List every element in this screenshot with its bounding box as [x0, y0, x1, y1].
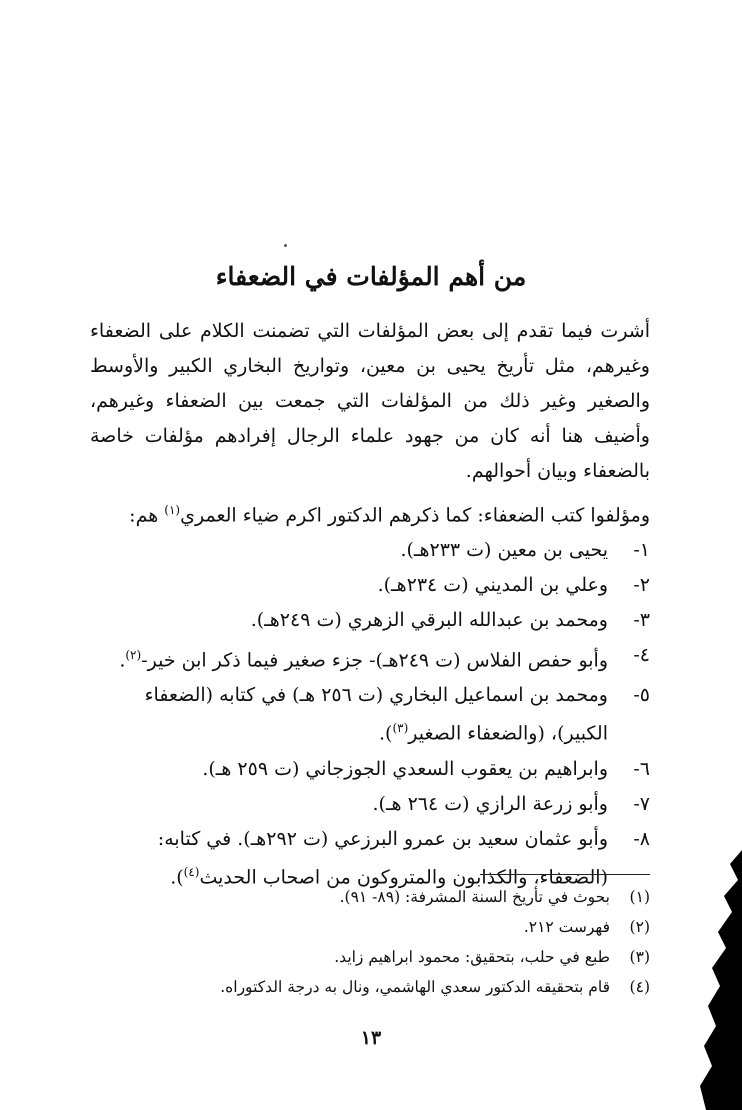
footnote-ref-2: (٢)	[125, 648, 142, 662]
torn-page-corner	[646, 850, 742, 1110]
item-number: ٦-	[633, 757, 650, 780]
intro-paragraph: أشرت فيما تقدم إلى بعض المؤلفات التي تضمنت الكلام على الضعفاء وغيرهم، مثل تأريخ يحيى بن معين، وتواريخ البخاري الكبير والأوسط والصغير وغير ذلك من المؤلفات التي جمعت بين الضعفاء وغيرهم، وأضيف هنا أنه كان من جهود علماء الرجال إفرادهم مؤلفات خاصة بالضعفاء وبيان أحوالهم.	[90, 320, 650, 482]
intro-tail: هم:	[129, 504, 165, 527]
footnote	[90, 942, 650, 972]
authors-intro-line	[90, 495, 650, 530]
footnote-text: قام بتحقيقه الدكتور سعدي الهاشمي، ونال به درجة الدكتوراه.	[220, 978, 610, 996]
footnote-number: (٣)	[629, 948, 650, 966]
item-number: ٣-	[633, 609, 650, 631]
footnote-number: (١)	[629, 888, 650, 906]
intro-text: ومؤلفوا كتب الضعفاء: كما ذكرهم الدكتور اكرم ضياء العمري	[180, 504, 650, 527]
footnote	[90, 972, 650, 1002]
item-text: ومحمد بن عبدالله البرقي الزهري (ت ٢٤٩هـ).	[250, 609, 608, 631]
footnote	[90, 882, 650, 912]
item-number: ٢-	[633, 574, 650, 596]
list-item	[90, 639, 650, 677]
item-text: وابراهيم بن يعقوب السعدي الجوزجاني (ت ٢٥٩ هـ).	[202, 757, 608, 780]
item-tail: .	[119, 649, 126, 672]
authors-list	[90, 534, 650, 896]
item-tail: ).	[379, 722, 393, 745]
section-heading: من أهم المؤلفات في الضعفاء	[215, 262, 527, 291]
list-item	[90, 604, 650, 637]
list-item	[90, 753, 650, 786]
footnote-separator	[480, 874, 650, 875]
list-item	[90, 569, 650, 602]
footnote-text: بحوث في تأريخ السنة المشرفة: (٨٩- ٩١).	[339, 888, 610, 906]
footnote-text: طبع في حلب، بتحقيق: محمود ابراهيم زايد.	[334, 948, 610, 966]
item-number: ١-	[633, 539, 650, 561]
item-text-wrap	[90, 639, 608, 677]
item-number: ٥-	[633, 684, 650, 707]
footnote-number: (٤)	[629, 978, 650, 996]
item-number: ٤-	[633, 644, 650, 666]
footnotes	[90, 882, 650, 1002]
item-number: ٧-	[633, 792, 650, 815]
item-text-wrap	[90, 679, 608, 750]
print-speck	[284, 244, 287, 247]
list-item	[90, 679, 650, 750]
page-number: ١٣	[360, 1027, 382, 1049]
footnote-ref-4: (٤)	[183, 864, 200, 879]
footnote-text: فهرست ٢١٢.	[523, 918, 610, 936]
item-text: وأبو عثمان سعيد بن عمرو البرزعي (ت ٢٩٢هـ). في كتابه: (الضعفاء، والكذابون والمتروكون من اصحاب الحديث	[157, 827, 608, 888]
footnote-number: (٢)	[629, 918, 650, 936]
item-text: وأبو زرعة الرازي (ت ٢٦٤ هـ).	[372, 792, 608, 815]
item-text: ومحمد بن اسماعيل البخاري (ت ٢٥٦ هـ) في كتابه (الضعفاء الكبير)، (والضعفاء الصغير	[144, 684, 608, 745]
item-text: يحيى بن معين (ت ٢٣٣هـ).	[400, 539, 608, 561]
footnote-ref-1: (١)	[164, 503, 181, 517]
footnote-ref-3: (٣)	[392, 721, 409, 736]
list-item	[90, 788, 650, 821]
item-number: ٨-	[633, 827, 650, 850]
item-text: وعلي بن المديني (ت ٢٣٤هـ).	[377, 574, 608, 596]
list-item	[90, 534, 650, 567]
item-text: وأبو حفص الفلاس (ت ٢٤٩هـ)- جزء صغير فيما ذكر ابن خير-	[141, 649, 608, 672]
footnote	[90, 912, 650, 942]
item-tail: ).	[170, 865, 184, 888]
